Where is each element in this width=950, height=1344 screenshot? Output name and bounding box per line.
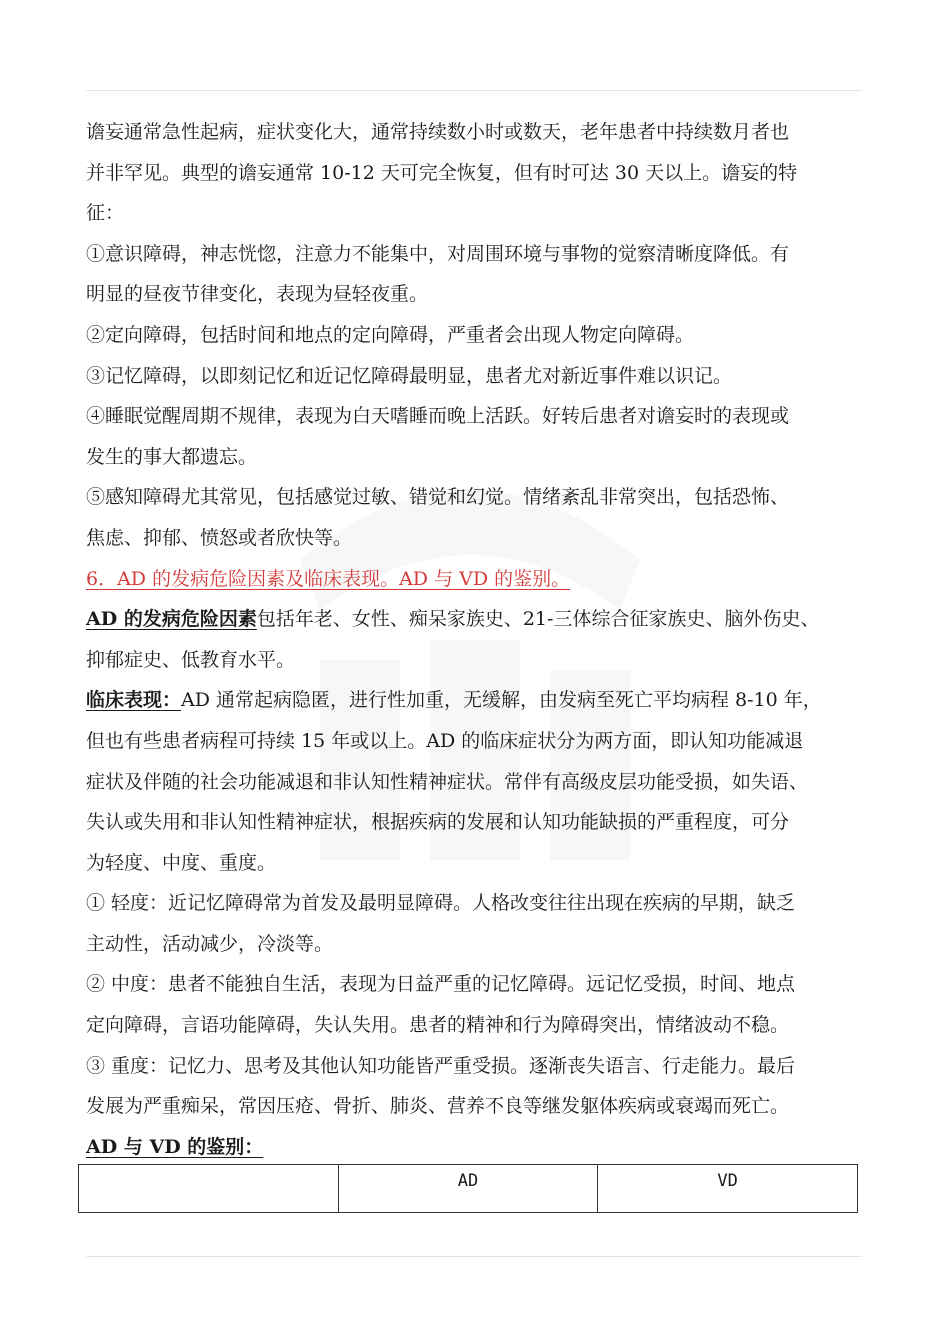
text-line: 抑郁症史、低教育水平。 [86, 648, 296, 671]
stage-mild: ① 轻度：近记忆障碍常为首发及最明显障碍。人格改变往往出现在疾病的早期，缺乏 [86, 892, 796, 915]
stage-mild: 主动性，活动减少，冷淡等。 [86, 932, 334, 955]
stage-severe: 发展为严重痴呆，常因压疮、骨折、肺炎、营养不良等继发躯体疾病或衰竭而死亡。 [86, 1095, 790, 1118]
section-heading [86, 559, 876, 600]
list-item: ④睡眠觉醒周期不规律，表现为白天嗜睡而晚上活跃。好转后患者对谵妄时的表现或 [86, 405, 790, 428]
section-heading-text: 6．AD 的发病危险因素及临床表现。AD 与 VD 的鉴别。 [86, 567, 571, 590]
stage-severe: ③ 重度：记忆力、思考及其他认知功能皆严重受损。逐渐丧失语言、行走能力。最后 [86, 1054, 796, 1077]
compare-heading: AD 与 VD 的鉴别： [86, 1135, 264, 1158]
text-line: 但也有些患者病程可持续 15 年或以上。AD 的临床症状分为两方面，即认知功能减退 [86, 729, 804, 752]
list-item: ③记忆障碍，以即刻记忆和近记忆障碍最明显，患者尤对新近事件难以识记。 [86, 364, 733, 387]
footer-rule [86, 1256, 862, 1257]
text-line: 症状及伴随的社会功能减退和非认知性精神症状。常伴有高级皮层功能受损，如失语、 [86, 770, 809, 793]
list-item: ⑤感知障碍尤其常见，包括感觉过敏、错觉和幻觉。情绪紊乱非常突出，包括恐怖、 [86, 486, 790, 509]
list-item: 焦虑、抑郁、愤怒或者欣快等。 [86, 526, 353, 549]
risk-factors-label: AD 的发病危险因素 [86, 608, 257, 631]
text-line: 谵妄通常急性起病，症状变化大，通常持续数小时或数天，老年患者中持续数月者也 [86, 121, 790, 143]
header-rule [86, 90, 862, 91]
text-line: 征： [86, 202, 125, 225]
risk-factors-text: 包括年老、女性、痴呆家族史、21-三体综合征家族史、脑外伤史、 [256, 608, 820, 631]
stage-moderate: 定向障碍，言语功能障碍，失认失用。患者的精神和行为障碍突出，情绪波动不稳。 [86, 1014, 790, 1037]
document-body [86, 112, 876, 1167]
table-header-empty [79, 1165, 339, 1213]
table-header-vd: VD [598, 1165, 858, 1213]
compare-heading-line [86, 1127, 876, 1168]
list-item: 发生的事大都遗忘。 [86, 445, 258, 468]
list-item: ①意识障碍，神志恍惚，注意力不能集中，对周围环境与事物的觉察清晰度降低。有 [86, 242, 790, 265]
comparison-table [78, 1164, 858, 1213]
table-header-row [79, 1165, 858, 1213]
clinical-line [86, 680, 876, 721]
stage-moderate: ② 中度：患者不能独自生活，表现为日益严重的记忆障碍。远记忆受损，时间、地点 [86, 973, 796, 996]
clinical-label: 临床表现： [86, 689, 182, 712]
risk-factors-line [86, 599, 876, 640]
text-line: 失认或失用和非认知性精神症状，根据疾病的发展和认知功能缺损的严重程度，可分 [86, 811, 790, 834]
table-header-ad: AD [338, 1165, 598, 1213]
clinical-text: AD 通常起病隐匿，进行性加重，无缓解，由发病至死亡平均病程 8-10 年， [181, 689, 822, 712]
text-line: 为轻度、中度、重度。 [86, 851, 277, 874]
list-item: 明显的昼夜节律变化，表现为昼轻夜重。 [86, 283, 429, 306]
list-item: ②定向障碍，包括时间和地点的定向障碍，严重者会出现人物定向障碍。 [86, 323, 695, 346]
text-line: 并非罕见。典型的谵妄通常 10-12 天可完全恢复，但有时可达 30 天以上。谵妄的特 [86, 161, 798, 184]
